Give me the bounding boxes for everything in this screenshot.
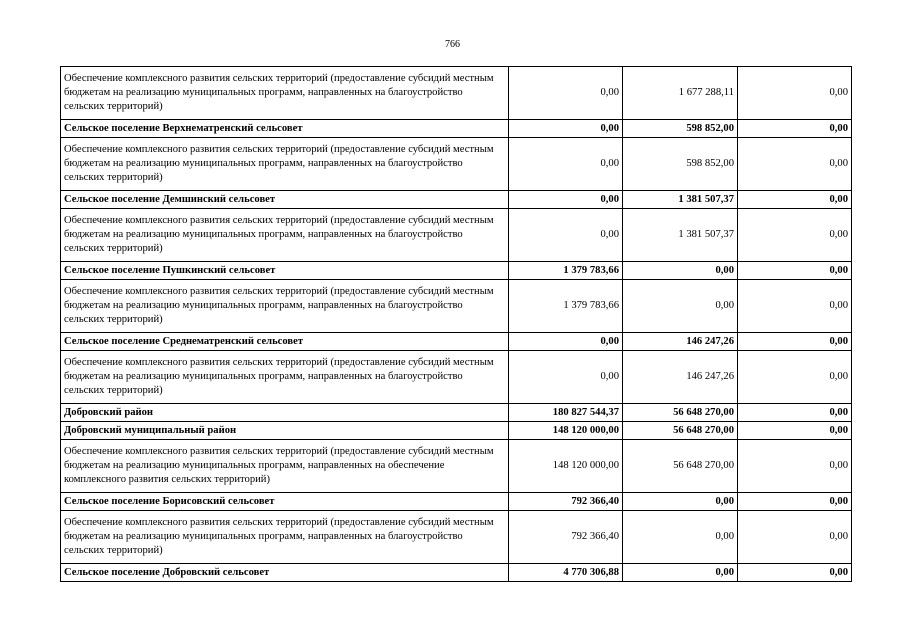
row-value-1-cell: 148 120 000,00 [509, 440, 623, 493]
row-value-3-cell: 0,00 [738, 280, 852, 333]
row-value-3-cell: 0,00 [738, 120, 852, 138]
table-row-item [61, 138, 852, 191]
row-name-cell: Обеспечение комплексного развития сельских территорий (предоставление субсидий местным бюджетам на реализацию муниципальных программ, направленных на благоустройство сельских территорий) [61, 351, 509, 404]
row-name-cell: Сельское поселение Борисовский сельсовет [61, 493, 509, 511]
row-value-3-cell: 0,00 [738, 191, 852, 209]
row-value-2-cell: 56 648 270,00 [623, 404, 738, 422]
row-value-2-cell: 0,00 [623, 280, 738, 333]
row-name-cell: Обеспечение комплексного развития сельских территорий (предоставление субсидий местным бюджетам на реализацию муниципальных программ, направленных на обеспечение комплексного развития сельских территорий) [61, 440, 509, 493]
row-value-3-cell: 0,00 [738, 138, 852, 191]
row-value-2-cell: 1 381 507,37 [623, 209, 738, 262]
row-value-2-cell: 146 247,26 [623, 333, 738, 351]
row-value-3-cell: 0,00 [738, 493, 852, 511]
row-value-1-cell: 792 366,40 [509, 511, 623, 564]
row-value-1-cell: 4 770 306,88 [509, 564, 623, 582]
table-row-item [61, 280, 852, 333]
row-value-2-cell: 0,00 [623, 493, 738, 511]
row-name-cell: Сельское поселение Пушкинский сельсовет [61, 262, 509, 280]
row-value-3-cell: 0,00 [738, 67, 852, 120]
row-value-2-cell: 0,00 [623, 262, 738, 280]
row-name-cell: Сельское поселение Среднематренский сельсовет [61, 333, 509, 351]
table-row-subtotal [61, 493, 852, 511]
row-name-cell: Обеспечение комплексного развития сельских территорий (предоставление субсидий местным бюджетам на реализацию муниципальных программ, направленных на благоустройство сельских территорий) [61, 511, 509, 564]
row-name-cell: Обеспечение комплексного развития сельских территорий (предоставление субсидий местным бюджетам на реализацию муниципальных программ, направленных на благоустройство сельских территорий) [61, 280, 509, 333]
row-value-3-cell: 0,00 [738, 511, 852, 564]
row-value-3-cell: 0,00 [738, 422, 852, 440]
table-row-item [61, 351, 852, 404]
row-value-2-cell: 0,00 [623, 511, 738, 564]
row-value-2-cell: 1 677 288,11 [623, 67, 738, 120]
row-name-cell: Добровский муниципальный район [61, 422, 509, 440]
row-name-cell: Обеспечение комплексного развития сельских территорий (предоставление субсидий местным бюджетам на реализацию муниципальных программ, направленных на благоустройство сельских территорий) [61, 209, 509, 262]
row-value-1-cell: 0,00 [509, 209, 623, 262]
row-value-2-cell: 56 648 270,00 [623, 440, 738, 493]
row-value-1-cell: 0,00 [509, 333, 623, 351]
row-value-1-cell: 1 379 783,66 [509, 280, 623, 333]
row-name-cell: Обеспечение комплексного развития сельских территорий (предоставление субсидий местным бюджетам на реализацию муниципальных программ, направленных на благоустройство сельских территорий) [61, 67, 509, 120]
row-value-1-cell: 1 379 783,66 [509, 262, 623, 280]
row-name-cell: Сельское поселение Демшинский сельсовет [61, 191, 509, 209]
row-value-3-cell: 0,00 [738, 440, 852, 493]
row-value-2-cell: 598 852,00 [623, 120, 738, 138]
row-value-3-cell: 0,00 [738, 351, 852, 404]
table-row-item [61, 209, 852, 262]
table-row-subtotal [61, 120, 852, 138]
row-value-1-cell: 792 366,40 [509, 493, 623, 511]
table-row-subtotal [61, 564, 852, 582]
row-value-1-cell: 0,00 [509, 351, 623, 404]
row-value-1-cell: 0,00 [509, 138, 623, 191]
row-value-1-cell: 0,00 [509, 191, 623, 209]
budget-table-body [61, 67, 852, 582]
table-row-subtotal [61, 404, 852, 422]
budget-table [60, 66, 852, 582]
table-row-item [61, 67, 852, 120]
page-number: 766 [445, 39, 460, 50]
row-value-2-cell: 56 648 270,00 [623, 422, 738, 440]
table-row-subtotal [61, 333, 852, 351]
row-name-cell: Сельское поселение Добровский сельсовет [61, 564, 509, 582]
row-name-cell: Добровский район [61, 404, 509, 422]
row-value-3-cell: 0,00 [738, 564, 852, 582]
table-row-subtotal [61, 262, 852, 280]
row-value-1-cell: 148 120 000,00 [509, 422, 623, 440]
row-value-1-cell: 0,00 [509, 120, 623, 138]
row-value-2-cell: 598 852,00 [623, 138, 738, 191]
table-row-subtotal [61, 191, 852, 209]
row-value-2-cell: 0,00 [623, 564, 738, 582]
table-row-item [61, 511, 852, 564]
row-value-1-cell: 180 827 544,37 [509, 404, 623, 422]
row-value-2-cell: 1 381 507,37 [623, 191, 738, 209]
row-name-cell: Сельское поселение Верхнематренский сельсовет [61, 120, 509, 138]
row-value-2-cell: 146 247,26 [623, 351, 738, 404]
row-value-3-cell: 0,00 [738, 404, 852, 422]
row-value-3-cell: 0,00 [738, 333, 852, 351]
row-value-1-cell: 0,00 [509, 67, 623, 120]
table-row-subtotal [61, 422, 852, 440]
table-row-item [61, 440, 852, 493]
row-value-3-cell: 0,00 [738, 262, 852, 280]
row-value-3-cell: 0,00 [738, 209, 852, 262]
row-name-cell: Обеспечение комплексного развития сельских территорий (предоставление субсидий местным бюджетам на реализацию муниципальных программ, направленных на благоустройство сельских территорий) [61, 138, 509, 191]
